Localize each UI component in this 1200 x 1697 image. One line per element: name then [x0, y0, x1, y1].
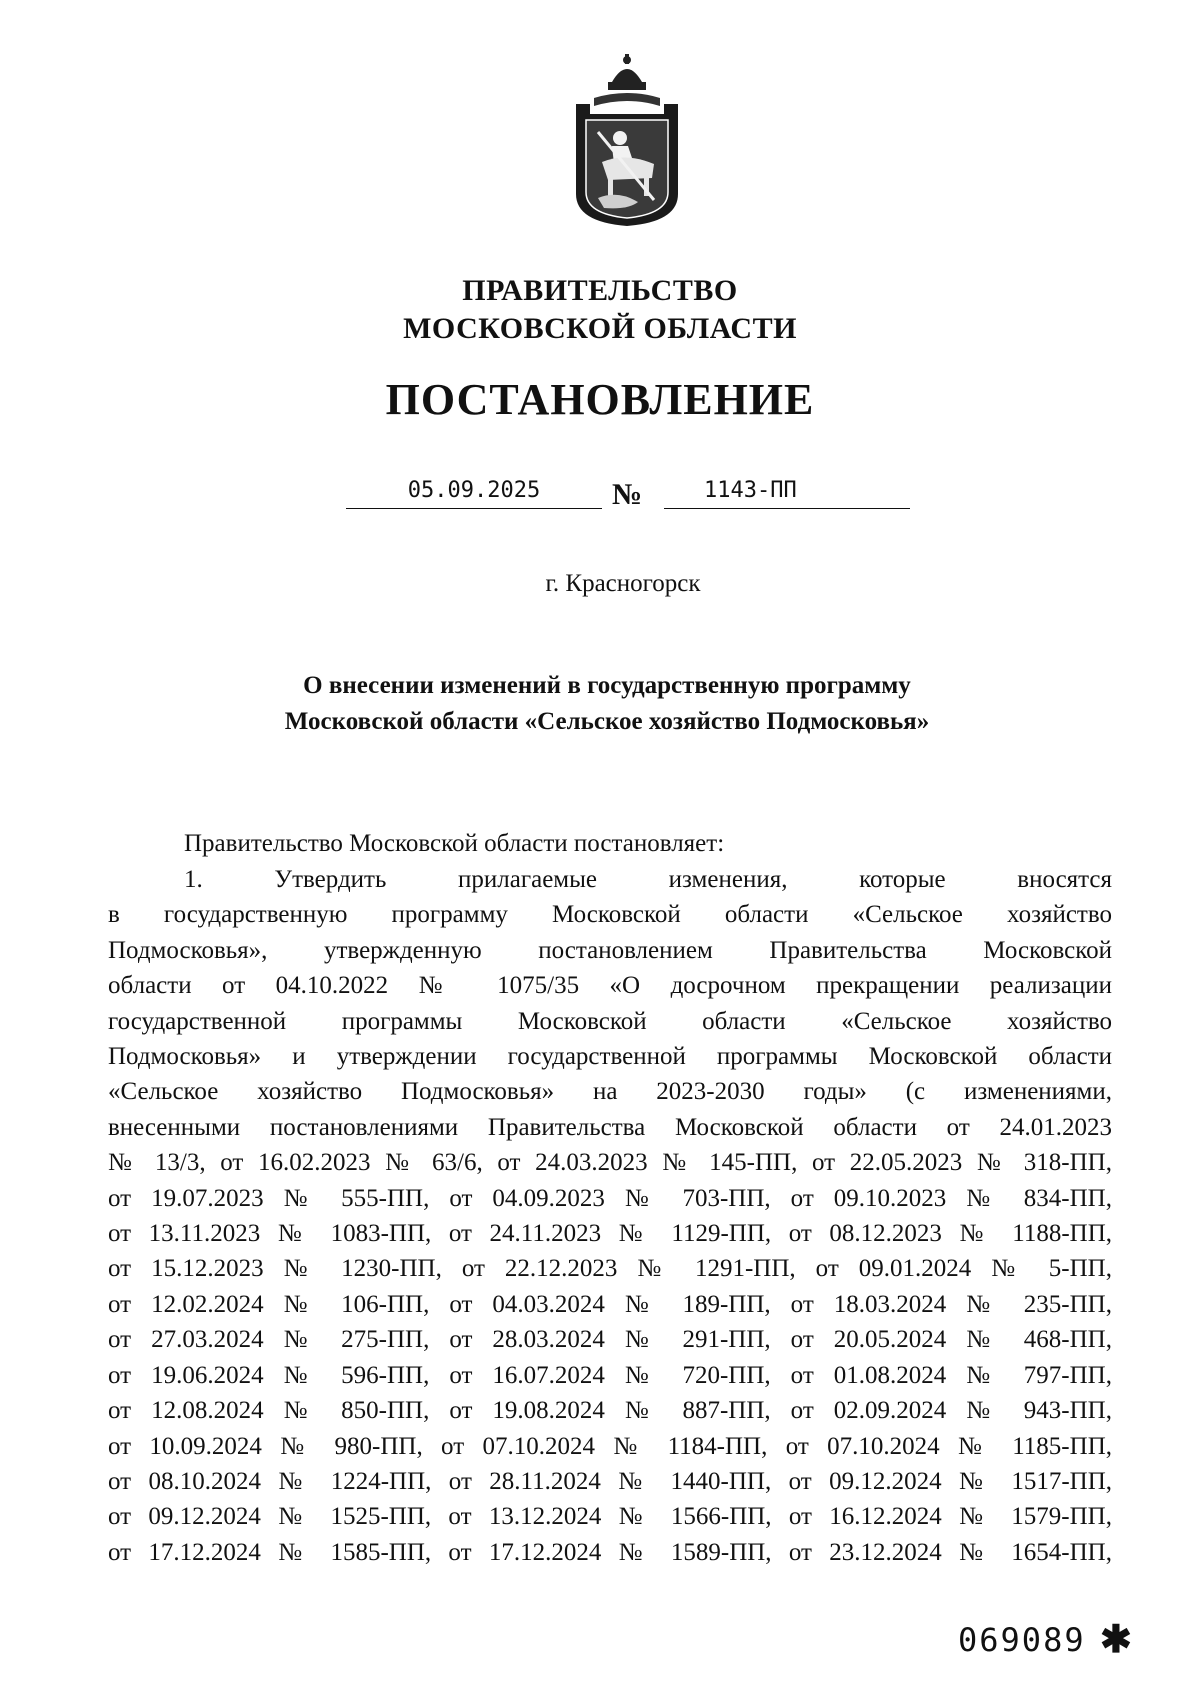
number-sign: № — [612, 478, 643, 511]
body-line: Подмосковья» и утверждении государственной программы Московской области — [108, 1043, 1112, 1071]
body-line: области от 04.10.2022 № 1075/35 «О досрочном прекращении реализации — [108, 972, 1112, 1000]
preamble-text: Правительство Московской области постановляет: — [184, 830, 725, 857]
body-line: внесенными постановлениями Правительства Московской области от 24.01.2023 — [108, 1113, 1112, 1141]
government-name-line1: ПРАВИТЕЛЬСТВО — [462, 274, 738, 307]
document-number: 1143-ПП — [704, 478, 797, 503]
body-line: от 12.08.2024 № 850-ПП, от 19.08.2024 № 887-ПП, от 02.09.2024 № 943-ПП, — [108, 1397, 1112, 1425]
document-number-field — [664, 474, 910, 509]
body-line: государственной программы Московской области «Сельское хозяйство — [108, 1007, 1112, 1035]
coat-of-arms-icon — [568, 52, 686, 228]
body-line: от 09.12.2024 № 1525-ПП, от 13.12.2024 № 1566-ПП, от 16.12.2024 № 1579-ПП, — [108, 1503, 1112, 1531]
document-type-heading: ПОСТАНОВЛЕНИЕ — [385, 375, 815, 424]
body-line: от 19.07.2023 № 555-ПП, от 04.09.2023 № 703-ПП, от 09.10.2023 № 834-ПП, — [108, 1184, 1112, 1212]
body-line: 1. Утвердить прилагаемые изменения, которые вносятся — [184, 866, 1112, 893]
body-line: от 19.06.2024 № 596-ПП, от 16.07.2024 № 720-ПП, от 01.08.2024 № 797-ПП, — [108, 1361, 1112, 1389]
asterisk-mark: ✱ — [1100, 1619, 1132, 1661]
body-line: от 08.10.2024 № 1224-ПП, от 28.11.2024 № 1440-ПП, от 09.12.2024 № 1517-ПП, — [108, 1467, 1112, 1495]
document-title-line1: О внесении изменений в государственную программу — [303, 672, 911, 699]
body-line: № 13/3, от 16.02.2023 № 63/6, от 24.03.2023 № 145-ПП, от 22.05.2023 № 318-ПП, — [108, 1149, 1112, 1177]
body-line: от 17.12.2024 № 1585-ПП, от 17.12.2024 № 1589-ПП, от 23.12.2024 № 1654-ПП, — [108, 1538, 1112, 1566]
body-paragraph — [108, 862, 1112, 1570]
government-name-line2: МОСКОВСКОЙ ОБЛАСТИ — [403, 312, 797, 345]
body-line: от 10.09.2024 № 980-ПП, от 07.10.2024 № 1184-ПП, от 07.10.2024 № 1185-ПП, — [108, 1432, 1112, 1460]
body-line: от 15.12.2023 № 1230-ПП, от 22.12.2023 № 1291-ПП, от 09.01.2024 № 5-ПП, — [108, 1255, 1112, 1283]
body-line: от 12.02.2024 № 106-ПП, от 04.03.2024 № 189-ПП, от 18.03.2024 № 235-ПП, — [108, 1290, 1112, 1318]
document-title-line2: Московской области «Сельское хозяйство Подмосковья» — [284, 708, 930, 735]
body-line: от 27.03.2024 № 275-ПП, от 28.03.2024 № 291-ПП, от 20.05.2024 № 468-ПП, — [108, 1326, 1112, 1354]
city-name: г. Красногорск — [545, 570, 701, 597]
body-line: Подмосковья», утвержденную постановлением Правительства Московской — [108, 936, 1112, 964]
body-line: «Сельское хозяйство Подмосковья» на 2023-2030 годы» (с изменениями, — [108, 1078, 1112, 1106]
document-date: 05.09.2025 — [346, 474, 602, 509]
body-line: от 13.11.2023 № 1083-ПП, от 24.11.2023 № 1129-ПП, от 08.12.2023 № 1188-ПП, — [108, 1220, 1112, 1248]
body-line: в государственную программу Московской области «Сельское хозяйство — [108, 901, 1112, 929]
serial-number: 069089 — [958, 1621, 1086, 1659]
